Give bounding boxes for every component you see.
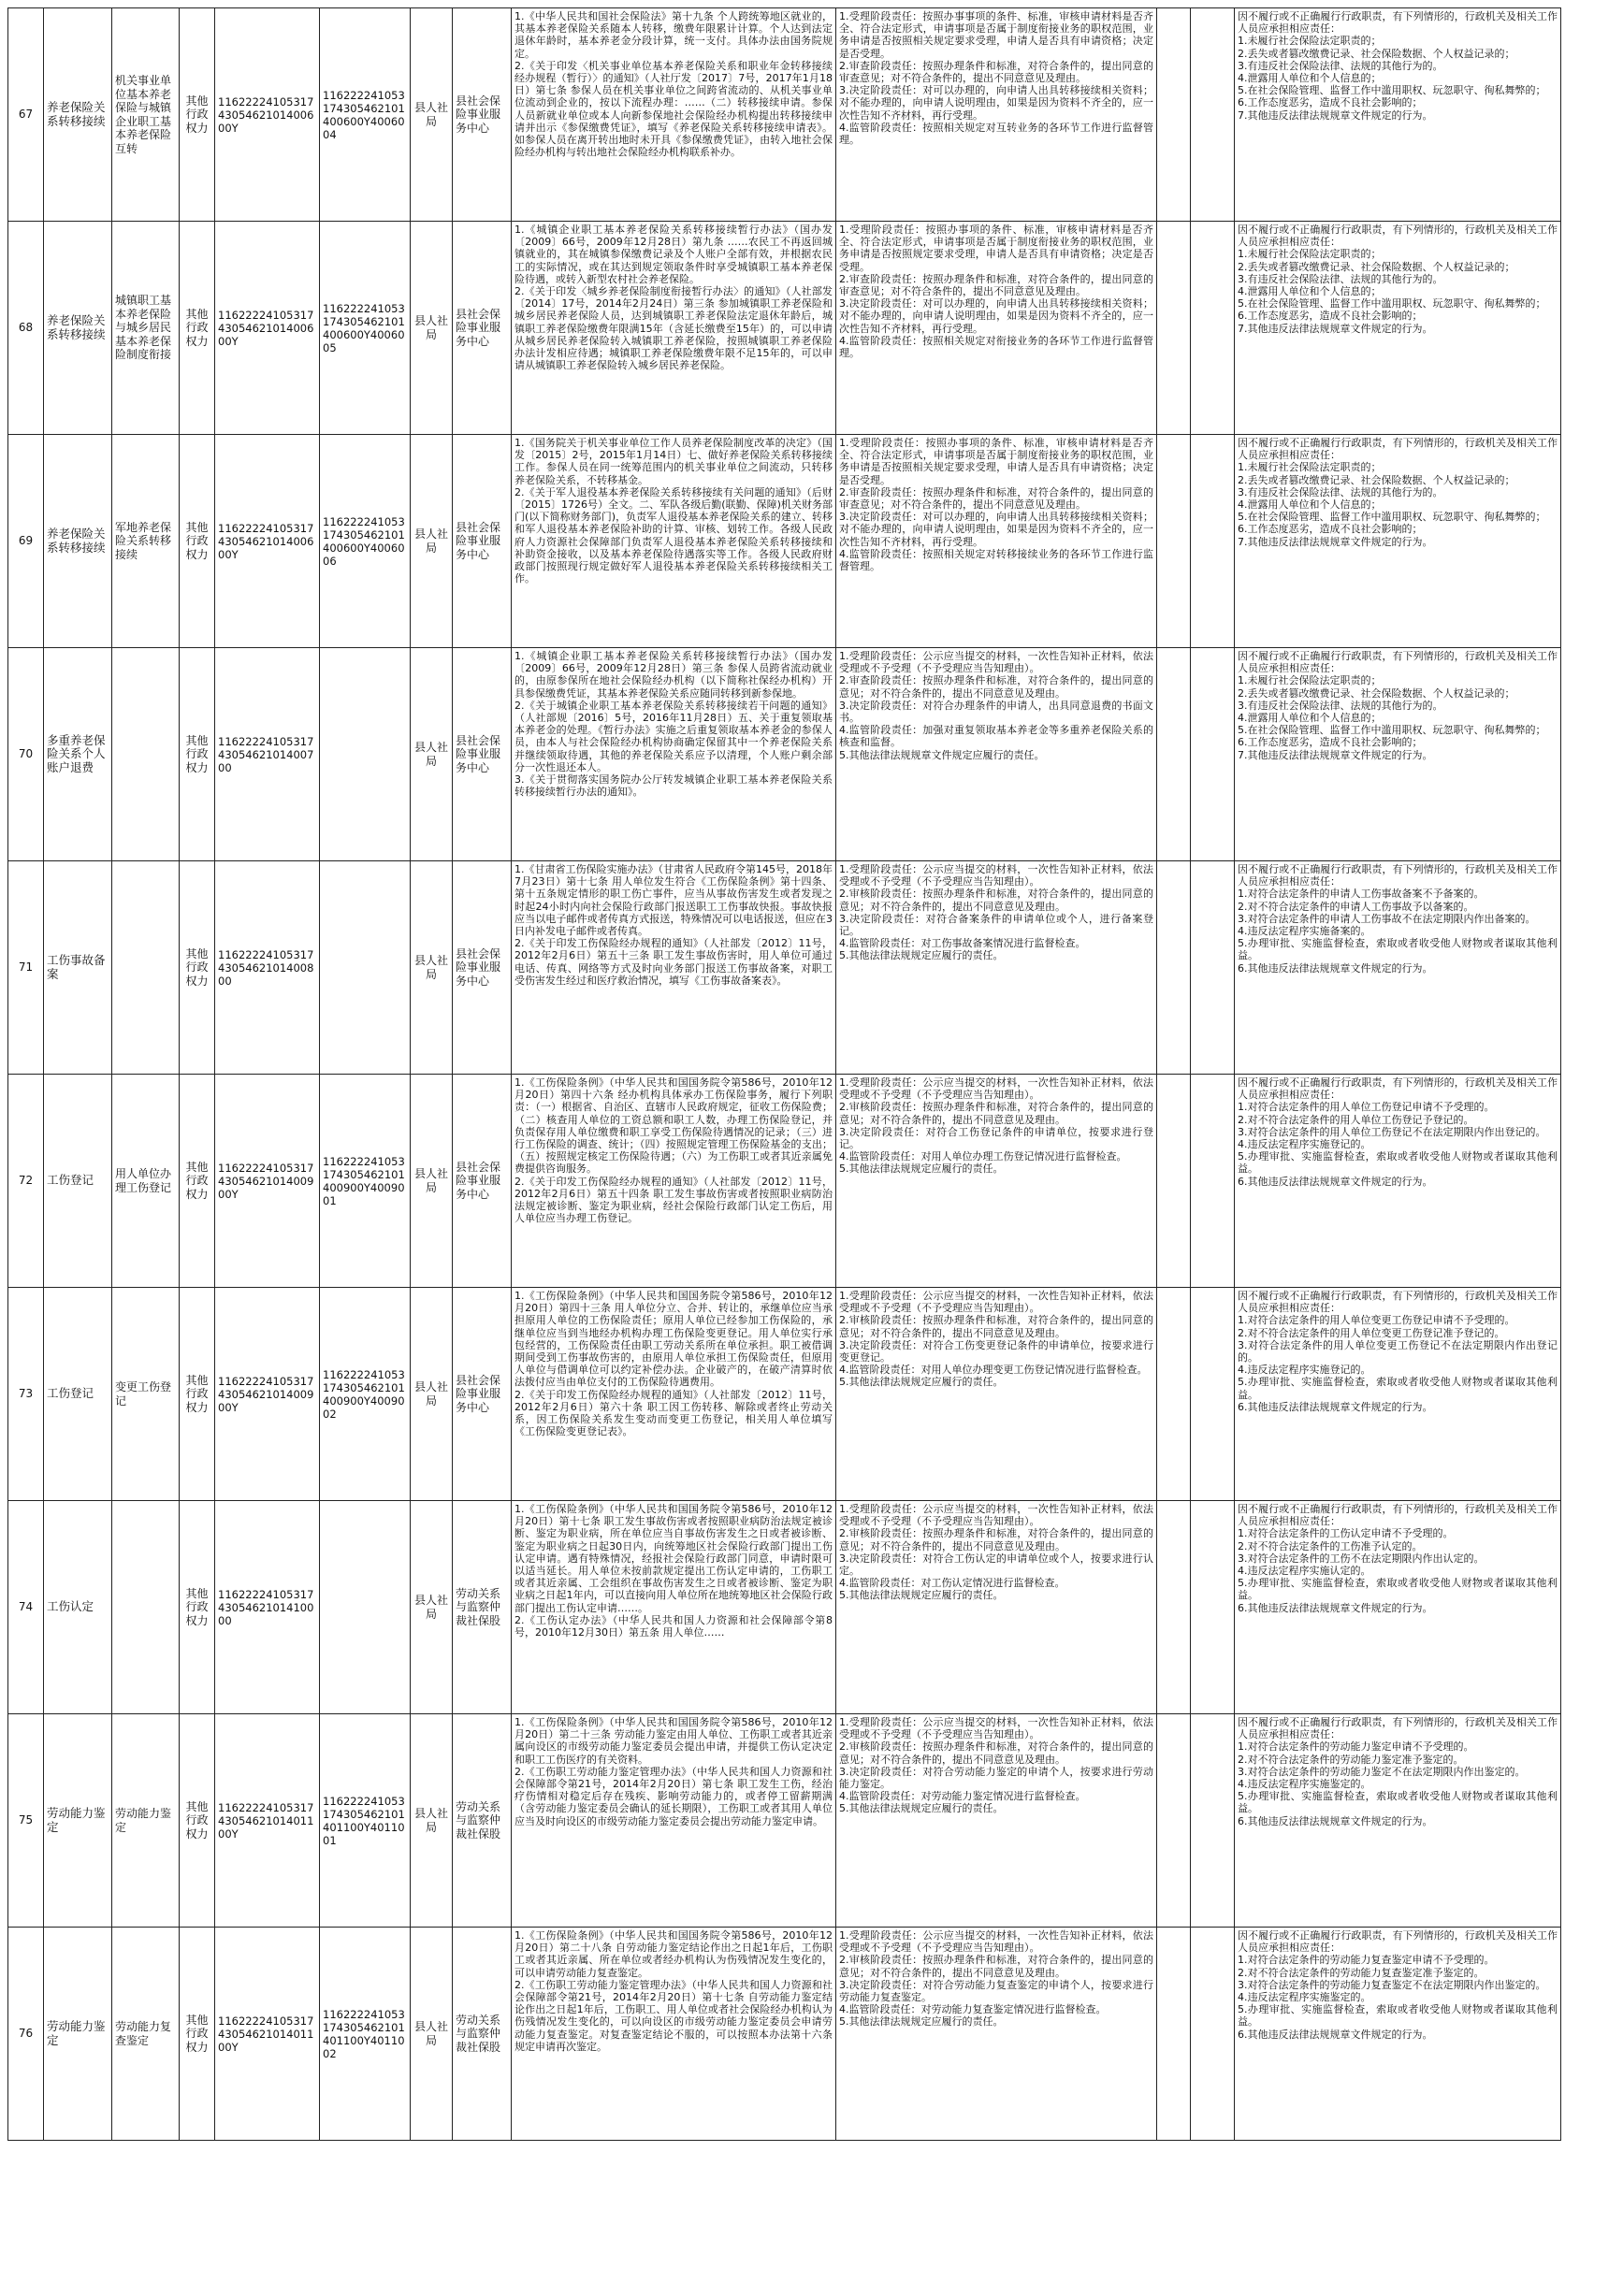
item-name-cell <box>44 1075 112 1288</box>
item-name: 工伤认定 <box>47 1600 94 1614</box>
blank-cell-cell <box>1191 435 1235 648</box>
item-code: 116222241053174305462101410000 <box>218 1587 314 1627</box>
implementing-unit: 劳动关系与监察仲裁社保股 <box>456 1799 501 1841</box>
accountability-items: 因不履行或不正确履行行政职责，有下列情形的，行政机关及相关工作人员应承担相应责任： 1.对符合法定条件的劳动能力复查鉴定申请不予受理的。 2.对不符合法定条件的劳动能力复查鉴定准予鉴定的。 3.对符合法定条件的劳动能力复查鉴定不在法定期限内作出鉴定的。 4.违反法定程序实施鉴定的。 5.办理审批、实施监督检查，索取或者收受他人财物或者谋取其他利益。 6.其他违反法律法规规章文件规定的行为。 <box>1238 1929 1558 2041</box>
implementing-unit-cell <box>453 1928 512 2141</box>
power-type-cell <box>180 435 215 648</box>
power-type: 其他行政权力 <box>185 520 209 561</box>
item-number: 67 <box>18 108 34 122</box>
sub-item-code-cell <box>320 1075 411 1288</box>
responsible-department: 县人社局 <box>413 741 448 768</box>
responsibility-items-cell <box>836 222 1157 435</box>
implementing-unit: 县社会保险事业服务中心 <box>456 733 501 774</box>
sub-item-code: 116222241053174305462101401100Y4011001 <box>323 1794 405 1847</box>
implementing-unit-cell <box>453 222 512 435</box>
legal-basis: 1.《工伤保险条例》（中华人民共和国国务院令第586号，2010年12月20日）第二十三条 劳动能力鉴定由用人单位、工伤职工或者其近亲属向设区的市级劳动能力鉴定委员会提出申请，并提供工伤认定决定和职工工伤医疗的有关资料。 2.《工伤职工劳动能力鉴定管理办法》（中华人民共和国人力资源和社会保障部令第21号，2014年2月20日）第七条 职工发生工伤，经治疗伤情相对稳定后存在残疾、影响劳动能力的，或者停工留薪期满（含劳动能力鉴定委员会确认的延长期限），工伤职工或者其用人单位应当及时向设区的市级劳动能力鉴定委员会提出劳动能力鉴定申请。 <box>514 1716 833 1827</box>
implementing-unit: 劳动关系与监察仲裁社保股 <box>456 2013 501 2054</box>
legal-basis-cell <box>512 1075 836 1288</box>
table-row <box>8 648 1561 861</box>
table-row <box>8 1928 1561 2141</box>
power-type-cell <box>180 1288 215 1501</box>
item-number: 73 <box>18 1387 34 1401</box>
power-type: 其他行政权力 <box>185 307 209 348</box>
table-body <box>8 8 1561 2141</box>
legal-basis-cell <box>512 1288 836 1501</box>
item-name-cell <box>44 1928 112 2141</box>
accountability-items: 因不履行或不正确履行行政职责，有下列情形的，行政机关及相关工作人员应承担相应责任： 1.对符合法定条件的用人单位变更工伤登记申请不予受理的。 2.对不符合法定条件的用人单位变更工伤登记准予登记的。 3.对符合法定条件的用人单位变更工伤登记不在法定期限内作出登记的。 4.违反法定程序实施登记的。 5.办理审批、实施监督检查，索取或者收受他人财物或者谋取其他利益。 6.其他违反法律法规规章文件规定的行为。 <box>1238 1290 1558 1413</box>
accountability-items-cell <box>1235 1928 1561 2141</box>
power-type: 其他行政权力 <box>185 2013 209 2054</box>
power-type-cell <box>180 1501 215 1714</box>
blank-cell-cell <box>1191 222 1235 435</box>
power-list-sheet <box>7 7 1560 2141</box>
implementing-unit-cell <box>453 1075 512 1288</box>
responsible-department: 县人社局 <box>413 1380 448 1408</box>
item-code-cell <box>215 222 320 435</box>
legal-basis: 1.《国务院关于机关事业单位工作人员养老保险制度改革的决定》（国发〔2015〕2号，2015年1月14日）七、做好养老保险关系转移接续工作。参保人员在同一统筹范围内的机关事业单位之间流动，只转移养老保险关系，不转移基金。 2.《关于军人退役基本养老保险关系转移接续有关问题的通知》（后财〔2015〕1726号）全文。二、军队各级后勤(联勤、保障)机关财务部门(以下简称财务部门)，负责军人退役基本养老保险关系的建立、转移和军人退役基本养老保险补助的计算、审核、划转工作。各级人民政府人力资源社会保障部门负责军人退役基本养老保险关系转移接续和补助资金接收，以及基本养老保险待遇落实等工作。各级人民政府财政部门按照现行规定做好军人退役基本养老保险关系转移接续相关工作。 <box>514 437 833 585</box>
implementing-unit-cell <box>453 1714 512 1928</box>
accountability-items-cell <box>1235 1714 1561 1928</box>
blank-cell-cell <box>1191 8 1235 222</box>
accountability-items-cell <box>1235 1075 1561 1288</box>
item-code: 116222241053174305462101400900Y <box>218 1374 314 1414</box>
item-code: 116222241053174305462101401100Y <box>218 2014 314 2054</box>
item-code-cell <box>215 1501 320 1714</box>
item-name: 工伤登记 <box>47 1387 94 1401</box>
responsibility-items-cell <box>836 8 1157 222</box>
responsible-department: 县人社局 <box>413 1167 448 1194</box>
implementing-unit-cell <box>453 1288 512 1501</box>
sub-item-code-cell <box>320 861 411 1075</box>
implementing-unit: 县社会保险事业服务中心 <box>456 1373 501 1414</box>
sub-item-name: 劳动能力鉴定 <box>115 1807 172 1834</box>
legal-basis: 1.《城镇企业职工基本养老保险关系转移接续暂行办法》（国办发〔2009〕66号，2009年12月28日）第九条 ……农民工不再返回城镇就业的，其在城镇参保缴费记录及个人账户全部有效，并根据农民工的实际情况，或在其达到规定领取条件时享受城镇职工基本养老保险待遇，或转入新型农村社会养老保险。 2.《关于印发〈城乡养老保险制度衔接暂行办法〉的通知》（人社部发〔2014〕17号，2014年2月24日）第三条 参加城镇职工养老保险和城乡居民养老保险人员，达到城镇职工养老保险法定退休年龄后，城镇职工养老保险缴费年限满15年（含延长缴费至15年）的，可以申请从城乡居民养老保险转入城镇职工养老保险，按照城镇职工养老保险办法计发相应待遇；城镇职工养老保险缴费年限不足15年的，可以申请从城镇职工养老保险转入城乡居民养老保险。 <box>514 224 833 372</box>
responsible-department-cell <box>411 435 453 648</box>
responsible-department: 县人社局 <box>413 1807 448 1834</box>
accountability-items: 因不履行或不正确履行行政职责，有下列情形的，行政机关及相关工作人员应承担相应责任： 1.未履行社会保险法定职责的； 2.丢失或者篡改缴费记录、社会保险数据、个人权益记录的； 3.有违反社会保险法律、法规的其他行为的。 4.泄露用人单位和个人信息的； 5.在社会保险管理、监督工作中滥用职权、玩忽职守、徇私舞弊的； 6.工作态度恶劣，造成不良社会影响的； 7.其他违反法律法规规章文件规定的行为。 <box>1238 224 1558 335</box>
sub-item-name-cell <box>112 1714 180 1928</box>
responsible-department: 县人社局 <box>413 314 448 341</box>
item-number: 75 <box>18 1813 34 1827</box>
item-name-cell <box>44 861 112 1075</box>
accountability-items: 因不履行或不正确履行行政职责，有下列情形的，行政机关及相关工作人员应承担相应责任： 1.未履行社会保险法定职责的； 2.丢失或者篡改缴费记录、社会保险数据、个人权益记录的； 3.有违反社会保险法律、法规的其他行为的。 4.泄露用人单位和个人信息的； 5.在社会保险管理、监督工作中滥用职权、玩忽职守、徇私舞弊的； 6.工作态度恶劣，造成不良社会影响的； 7.其他违反法律法规规章文件规定的行为。 <box>1238 650 1558 761</box>
power-type: 其他行政权力 <box>185 946 209 988</box>
sub-item-code-cell <box>320 222 411 435</box>
legal-basis: 1.《工伤保险条例》（中华人民共和国国务院令第586号，2010年12月20日）第二十八条 自劳动能力鉴定结论作出之日起1年后，工伤职工或者其近亲属、所在单位或者经办机构认为伤残情况发生变化的，可以申请劳动能力复查鉴定。 2.《工伤职工劳动能力鉴定管理办法》（中华人民共和国人力资源和社会保障部令第21号，2014年2月20日）第十七条 自劳动能力鉴定结论作出之日起1年后，工伤职工、用人单位或者社会保险经办机构认为伤残情况发生变化的，可以向设区的市级劳动能力鉴定委员会申请劳动能力复查鉴定。对复查鉴定结论不服的，可以按照本办法第十六条规定申请再次鉴定。 <box>514 1929 833 2053</box>
legal-basis-cell <box>512 8 836 222</box>
table-row <box>8 1288 1561 1501</box>
item-name-cell <box>44 222 112 435</box>
sub-item-name-cell <box>112 1288 180 1501</box>
sub-item-code: 116222241053174305462101401100Y4011002 <box>323 2007 405 2060</box>
implementing-unit-cell <box>453 861 512 1075</box>
item-number-cell <box>8 1928 44 2141</box>
accountability-items: 因不履行或不正确履行行政职责，有下列情形的，行政机关及相关工作人员应承担相应责任： 1.未履行社会保险法定职责的； 2.丢失或者篡改缴费记录、社会保险数据、个人权益记录的； 3.有违反社会保险法律、法规的其他行为的。 4.泄露用人单位和个人信息的； 5.在社会保险管理、监督工作中滥用职权、玩忽职守、徇私舞弊的； 6.工作态度恶劣，造成不良社会影响的； 7.其他违反法律法规规章文件规定的行为。 <box>1238 437 1558 548</box>
item-code: 116222241053174305462101400900Y <box>218 1161 314 1201</box>
sub-item-code: 116222241053174305462101400600Y4006004 <box>323 88 405 141</box>
sub-item-name-cell <box>112 1501 180 1714</box>
responsibility-items-cell <box>836 1928 1157 2141</box>
responsibility-items: 1.受理阶段责任：公示应当提交的材料，一次性告知补正材料，依法受理或不予受理（不予受理应当告知理由）。 2.审核阶段责任：按照办理条件和标准，对符合条件的，提出同意的意见；对不符合条件的，提出不同意意见及理由。 3.决定阶段责任：对符合备案条件的申请单位或个人，进行备案登记。 4.监管阶段责任：对工伤事故备案情况进行监督检查。 5.其他法律法规规定应履行的责任。 <box>839 863 1153 962</box>
responsibility-items: 1.受理阶段责任：按照办事项的条件、标准，审核申请材料是否齐全、符合法定形式，申请事项是否属于制度衔接业务的职权范围，业务申请是否按照相关规定要求受理，申请人是否具有申请资格；决定是否受理。 2.审查阶段责任：按照办理条件和标准，对符合条件的，提出同意的审查意见；对不符合条件的，提出不同意意见及理由。 3.决定阶段责任：对可以办理的，向申请人出具转移接续相关资料；对不能办理的，向申请人说明理由，如果是因为资料不齐全的，应一次性告知不齐材料，再行受理。 4.监管阶段责任：按照相关规定对转移接续业务的各环节工作进行监督管理。 <box>839 437 1153 573</box>
blank-cell-cell <box>1191 1075 1235 1288</box>
sub-item-name-cell <box>112 1928 180 2141</box>
legal-basis-cell <box>512 222 836 435</box>
implementing-unit: 劳动关系与监察仲裁社保股 <box>456 1586 501 1627</box>
responsible-department-cell <box>411 8 453 222</box>
table-row <box>8 861 1561 1075</box>
item-code-cell <box>215 1288 320 1501</box>
responsible-department-cell <box>411 1714 453 1928</box>
legal-basis: 1.《甘肃省工伤保险实施办法》（甘肃省人民政府令第145号，2018年7月23日）第十七条 用人单位发生符合《工伤保险条例》第十四条、第十五条规定情形的职工伤亡事件，应当从事故伤害发生或者发现之时起24小时内向社会保险行政部门报送职工工伤事故快报。事故快报应当以电子邮件或者传真方式报送，特殊情况可以电话报送，但应在3日内补发电子邮件或者传真。 2.《关于印发工伤保险经办规程的通知》（人社部发〔2012〕11号，2012年2月6日）第五十三条 职工发生事故伤害时，用人单位可通过电话、传真、网络等方式及时向业务部门报送工伤事故备案，对职工受伤害发生经过和医疗救治情况，填写《工伤事故备案表》。 <box>514 863 833 987</box>
implementing-unit: 县社会保险事业服务中心 <box>456 1160 501 1201</box>
item-name-cell <box>44 1714 112 1928</box>
item-number: 70 <box>18 747 34 761</box>
responsible-department: 县人社局 <box>413 527 448 555</box>
legal-basis: 1.《工伤保险条例》（中华人民共和国国务院令第586号，2010年12月20日）第十七条 职工发生事故伤害或者按照职业病防治法规定被诊断、鉴定为职业病，所在单位应当自事故伤害发生之日或者被诊断、鉴定为职业病之日起30日内，向统筹地区社会保险行政部门提出工伤认定申请。遇有特殊情况，经报社会保险行政部门同意，申请时限可以适当延长。用人单位未按前款规定提出工伤认定申请的，工伤职工或者其近亲属、工会组织在事故伤害发生之日或者被诊断、鉴定为职业病之日起1年内，可以直接向用人单位所在地统筹地区社会保险行政部门提出工伤认定申请……。 2.《工伤认定办法》（中华人民共和国人力资源和社会保障部令第8号，2010年12月30日）第五条 用人单位…… <box>514 1503 833 1639</box>
responsibility-items: 1.受理阶段责任：公示应当提交的材料，一次性告知补正材料，依法受理或不予受理（不予受理应当告知理由）。 2.审核阶段责任：按照办理条件和标准，对符合条件的，提出同意的意见；对不符合条件的，提出不同意意见及理由。 3.决定阶段责任：对符合工伤登记条件的申请单位，按要求进行登记。 4.监管阶段责任：对用人单位办理工伤登记情况进行监督检查。 5.其他法律法规规定应履行的责任。 <box>839 1076 1153 1176</box>
responsibility-items: 1.受理阶段责任：公示应当提交的材料，一次性告知补正材料，依法受理或不予受理（不予受理应当告知理由）。 2.审核阶段责任：按照办理条件和标准，对符合条件的，提出同意的意见；对不符合条件的，提出不同意意见及理由。 3.决定阶段责任：对符合工伤认定的申请单位或个人，按要求进行认定。 4.监管阶段责任：对工伤认定情况进行监督检查。 5.其他法律法规规定应履行的责任。 <box>839 1503 1153 1602</box>
item-number-cell <box>8 8 44 222</box>
responsibility-items-cell <box>836 435 1157 648</box>
item-code: 116222241053174305462101401100Y <box>218 1800 314 1841</box>
table-row <box>8 222 1561 435</box>
responsibility-items-cell <box>836 1288 1157 1501</box>
item-code: 116222241053174305462101400700 <box>218 734 314 774</box>
legal-basis: 1.《工伤保险条例》（中华人民共和国国务院令第586号，2010年12月20日）第四十六条 经办机构具体承办工伤保险事务，履行下列职责：（一）根据省、自治区、直辖市人民政府规定，征收工伤保险费；（二）核查用人单位的工资总额和职工人数，办理工伤保险登记，并负责保存用人单位缴费和职工享受工伤保险待遇情况的记录；（三）进行工伤保险的调查、统计；（四）按照规定管理工伤保险基金的支出；（五）按照规定核定工伤保险待遇；（六）为工伤职工或者其近亲属免费提供咨询服务。 2.《关于印发工伤保险经办规程的通知》（人社部发〔2012〕11号，2012年2月6日）第五十四条 职工发生事故伤害或者按照职业病防治法规定被诊断、鉴定为职业病，经社会保险行政部门认定工伤后，用人单位应当办理工伤登记。 <box>514 1076 833 1225</box>
blank-cell-cell <box>1191 1714 1235 1928</box>
responsible-department-cell <box>411 648 453 861</box>
responsibility-items: 1.受理阶段责任：按照办事项的条件、标准，审核申请材料是否齐全、符合法定形式，申请事项是否属于制度衔接业务的职权范围，业务申请是否按照规定要求受理，申请人是否具有申请资格；决定是否受理。 2.审查阶段责任：按照办理条件和标准，对符合条件的，提出同意的审查意见；对不符合条件的，提出不同意意见及理由。 3.决定阶段责任：对可以办理的，向申请人出具转移接续相关资料；对不能办理的，向申请人说明理由，如果是因为资料不齐全的，应一次性告知不齐材料，再行受理。 4.监管阶段责任：按照相关规定对衔接业务的各环节工作进行监督管理。 <box>839 224 1153 360</box>
responsible-department-cell <box>411 1288 453 1501</box>
sub-item-name-cell <box>112 1075 180 1288</box>
sub-item-code: 116222241053174305462101400600Y4006005 <box>323 301 405 354</box>
implementing-unit-cell <box>453 648 512 861</box>
power-type-cell <box>180 1075 215 1288</box>
blank-cell-cell <box>1157 861 1191 1075</box>
blank-cell-cell <box>1191 1501 1235 1714</box>
implementing-unit: 县社会保险事业服务中心 <box>456 946 501 988</box>
table-row <box>8 1075 1561 1288</box>
responsibility-items-cell <box>836 1075 1157 1288</box>
item-name-cell <box>44 8 112 222</box>
item-code: 116222241053174305462101400600Y <box>218 521 314 561</box>
accountability-items: 因不履行或不正确履行行政职责，有下列情形的，行政机关及相关工作人员应承担相应责任： 1.未履行社会保险法定职责的； 2.丢失或者篡改缴费记录、社会保险数据、个人权益记录的； 3.有违反社会保险法律、法规的其他行为的。 4.泄露用人单位和个人信息的； 5.在社会保险管理、监督工作中滥用职权、玩忽职守、徇私舞弊的； 6.工作态度恶劣，造成不良社会影响的； 7.其他违反法律法规规章文件规定的行为。 <box>1238 10 1558 122</box>
power-type: 其他行政权力 <box>185 1373 209 1414</box>
responsible-department: 县人社局 <box>413 954 448 981</box>
responsible-department-cell <box>411 1075 453 1288</box>
item-number-cell <box>8 435 44 648</box>
implementing-unit: 县社会保险事业服务中心 <box>456 307 501 348</box>
item-number: 76 <box>18 2027 34 2041</box>
legal-basis-cell <box>512 861 836 1075</box>
item-number: 72 <box>18 1174 34 1188</box>
item-number-cell <box>8 1075 44 1288</box>
sub-item-name-cell <box>112 222 180 435</box>
responsible-department-cell <box>411 861 453 1075</box>
implementing-unit-cell <box>453 435 512 648</box>
power-type: 其他行政权力 <box>185 1586 209 1627</box>
item-number: 68 <box>18 321 34 335</box>
item-code: 116222241053174305462101400600Y <box>218 308 314 348</box>
item-code-cell <box>215 1928 320 2141</box>
item-name-cell <box>44 648 112 861</box>
sub-item-name: 军地养老保险关系转移接续 <box>115 520 172 561</box>
responsible-department: 县人社局 <box>413 2020 448 2047</box>
legal-basis: 1.《中华人民共和国社会保险法》第十九条 个人跨统筹地区就业的，其基本养老保险关系随本人转移，缴费年限累计计算。个人达到法定退休年龄时，基本养老金分段计算，统一支付。具体办法由国务院规定。 2.《关于印发〈机关事业单位基本养老保险关系和职业年金转移接续经办规程（暂行）〉的通知》（人社厅发〔2017〕7号，2017年1月18日）第七条 参保人员在机关事业单位之间跨省流动的、从机关事业单位流动到企业的，按以下流程办理：……（二）转移接续申请。参保人员新就业单位或本人向新参保地社会保险经办机构提出转移接续申请并出示《参保缴费凭证》，填写《养老保险关系转移接续申请表》。如参保人员在离开转出地时未开具《参保缴费凭证》，由转入地社会保险经办机构与转出地社会保险经办机构联系补办。 <box>514 10 833 159</box>
sub-item-name: 城镇职工基本养老保险与城乡居民基本养老保险制度衔接 <box>115 294 172 362</box>
blank-cell-cell <box>1157 1075 1191 1288</box>
power-type-cell <box>180 861 215 1075</box>
sub-item-name: 机关事业单位基本养老保险与城镇企业职工基本养老保险互转 <box>115 74 172 155</box>
item-name: 养老保险关系转移接续 <box>47 527 106 555</box>
blank-cell-cell <box>1191 1288 1235 1501</box>
table-row <box>8 435 1561 648</box>
item-number: 74 <box>18 1600 34 1614</box>
sub-item-name-cell <box>112 648 180 861</box>
item-code: 116222241053174305462101400600Y <box>218 94 314 135</box>
legal-basis-cell <box>512 1714 836 1928</box>
accountability-items: 因不履行或不正确履行行政职责，有下列情形的，行政机关及相关工作人员应承担相应责任： 1.对符合法定条件的用人单位工伤登记申请不予受理的。 2.对不符合法定条件的用人单位工伤登记予登记的。 3.对符合法定条件的用人单位工伤登记不在法定期限内作出登记的。 4.违反法定程序实施登记的。 5.办理审批、实施监督检查，索取或者收受他人财物或者谋取其他利益。 6.其他违反法律法规规章文件规定的行为。 <box>1238 1076 1558 1188</box>
item-name: 养老保险关系转移接续 <box>47 101 106 128</box>
accountability-items-cell <box>1235 1501 1561 1714</box>
blank-cell-cell <box>1157 435 1191 648</box>
responsible-department-cell <box>411 222 453 435</box>
accountability-items-cell <box>1235 648 1561 861</box>
item-number: 69 <box>18 534 34 548</box>
table-row <box>8 1501 1561 1714</box>
sub-item-code: 116222241053174305462101400900Y4009001 <box>323 1154 405 1207</box>
accountability-items: 因不履行或不正确履行行政职责，有下列情形的，行政机关及相关工作人员应承担相应责任： 1.对符合法定条件的申请人工伤事故备案不予备案的。 2.对不符合法定条件的申请人工伤事故予以备案的。 3.对符合法定条件的申请人工伤事故不在法定期限内作出备案的。 4.违反法定程序实施备案的。 5.办理审批、实施监督检查，索取或者收受他人财物或者谋取其他利益。 6.其他违反法律法规规章文件规定的行为。 <box>1238 863 1558 975</box>
sub-item-code-cell <box>320 1928 411 2141</box>
accountability-items-cell <box>1235 1288 1561 1501</box>
implementing-unit: 县社会保险事业服务中心 <box>456 94 501 135</box>
power-type-cell <box>180 648 215 861</box>
item-name: 养老保险关系转移接续 <box>47 314 106 341</box>
blank-cell-cell <box>1157 222 1191 435</box>
implementing-unit: 县社会保险事业服务中心 <box>456 520 501 561</box>
accountability-items-cell <box>1235 435 1561 648</box>
responsibility-items-cell <box>836 648 1157 861</box>
item-number-cell <box>8 1501 44 1714</box>
responsibility-items: 1.受理阶段责任：按照办事事项的条件、标准，审核申请材料是否齐全、符合法定形式，申请事项是否属于制度衔接业务的职权范围，业务申请是否按照相关规定要求受理，申请人是否具有申请资格；决定是否受理。 2.审查阶段责任：按照办理条件和标准，对符合条件的，提出同意的审查意见；对不符合条件的，提出不同意意见及理由。 3.决定阶段责任：对可以办理的，向申请人出具转移接续相关资料；对不能办理的，向申请人说明理由，如果是因为资料不齐全的，应一次性告知不齐材料，再行受理。 4.监管阶段责任：按照相关规定对互转业务的各环节工作进行监督管理。 <box>839 10 1153 147</box>
item-code-cell <box>215 861 320 1075</box>
item-number-cell <box>8 1714 44 1928</box>
implementing-unit-cell <box>453 8 512 222</box>
sub-item-code: 116222241053174305462101400600Y4006006 <box>323 514 405 568</box>
power-list-table <box>7 7 1561 2141</box>
responsibility-items: 1.受理阶段责任：公示应当提交的材料，一次性告知补正材料，依法受理或不予受理（不予受理应当告知理由）。 2.审核阶段责任：按照办理条件和标准，对符合条件的，提出同意的意见；对不符合条件的，提出不同意意见及理由。 3.决定阶段责任：对符合劳动能力复查鉴定的申请个人，按要求进行劳动能力复查鉴定。 4.监管阶段责任：对劳动能力复查鉴定情况进行监督检查。 5.其他法律法规规定应履行的责任。 <box>839 1929 1153 2029</box>
item-name-cell <box>44 1288 112 1501</box>
responsibility-items: 1.受理阶段责任：公示应当提交的材料，一次性告知补正材料，依法受理或不予受理（不予受理应当告知理由）。 2.审核阶段责任：按照办理条件和标准，对符合条件的，提出同意的意见；对不符合条件的，提出不同意意见及理由。 3.决定阶段责任：对符合工伤变更登记条件的申请单位，按要求进行变更登记。 4.监管阶段责任：对用人单位办理变更工伤登记情况进行监督检查。 5.其他法律法规规定应履行的责任。 <box>839 1290 1153 1389</box>
sub-item-code-cell <box>320 1501 411 1714</box>
responsibility-items: 1.受理阶段责任：公示应当提交的材料，一次性告知补正材料，依法受理或不予受理（不予受理应当告知理由）。 2.审核阶段责任：按照办理条件和标准，对符合条件的，提出同意的意见；对不符合条件的，提出不同意意见及理由。 3.决定阶段责任：对符合劳动能力鉴定的申请个人，按要求进行劳动能力鉴定。 4.监管阶段责任：对劳动能力鉴定情况进行监督检查。 5.其他法律法规规定应履行的责任。 <box>839 1716 1153 1815</box>
item-number: 71 <box>18 960 34 975</box>
sub-item-name: 劳动能力复查鉴定 <box>115 2020 172 2047</box>
item-name-cell <box>44 435 112 648</box>
sub-item-code-cell <box>320 435 411 648</box>
legal-basis-cell <box>512 648 836 861</box>
sub-item-code: 116222241053174305462101400900Y4009002 <box>323 1367 405 1421</box>
blank-cell-cell <box>1157 1501 1191 1714</box>
power-type-cell <box>180 8 215 222</box>
blank-cell-cell <box>1191 648 1235 861</box>
item-name: 工伤事故备案 <box>47 954 106 981</box>
responsibility-items: 1.受理阶段责任：公示应当提交的材料，一次性告知补正材料，依法受理或不予受理（不予受理应当告知理由）。 2.审查阶段责任：按照办理条件和标准，对符合条件的，提出同意的意见；对不符合条件的，提出不同意意见及理由。 3.决定阶段责任：对符合办理条件的申请人，出具同意退费的书面文书。 4.监管阶段责任：加强对重复领取基本养老金等多重养老保险关系的核查和监督。 5.其他法律法规规章文件规定应履行的责任。 <box>839 650 1153 761</box>
legal-basis-cell <box>512 1501 836 1714</box>
power-type-cell <box>180 1714 215 1928</box>
implementing-unit-cell <box>453 1501 512 1714</box>
item-name: 工伤登记 <box>47 1174 94 1188</box>
responsible-department: 县人社局 <box>413 1594 448 1621</box>
blank-cell-cell <box>1157 1714 1191 1928</box>
blank-cell-cell <box>1157 8 1191 222</box>
legal-basis-cell <box>512 435 836 648</box>
item-name-cell <box>44 1501 112 1714</box>
blank-cell-cell <box>1157 1288 1191 1501</box>
power-type-cell <box>180 1928 215 2141</box>
blank-cell-cell <box>1191 1928 1235 2141</box>
sub-item-code-cell <box>320 1714 411 1928</box>
power-type-cell <box>180 222 215 435</box>
sub-item-name: 用人单位办理工伤登记 <box>115 1167 172 1194</box>
item-code-cell <box>215 8 320 222</box>
power-type: 其他行政权力 <box>185 1160 209 1201</box>
item-number-cell <box>8 1288 44 1501</box>
item-number-cell <box>8 648 44 861</box>
table-row <box>8 1714 1561 1928</box>
item-code-cell <box>215 648 320 861</box>
item-number-cell <box>8 861 44 1075</box>
accountability-items-cell <box>1235 861 1561 1075</box>
power-type: 其他行政权力 <box>185 94 209 135</box>
legal-basis: 1.《工伤保险条例》（中华人民共和国国务院令第586号，2010年12月20日）第四十三条 用人单位分立、合并、转让的，承继单位应当承担原用人单位的工伤保险责任；原用人单位已经参加工伤保险的，承继单位应当到当地经办机构办理工伤保险变更登记。用人单位实行承包经营的，工伤保险责任由职工劳动关系所在单位承担。职工被借调期间受到工伤事故伤害的，由原用人单位承担工伤保险责任，但原用人单位与借调单位可以约定补偿办法。企业破产的，在破产清算时依法拨付应当由单位支付的工伤保险待遇费用。 2.《关于印发工伤保险经办规程的通知》（人社部发〔2012〕11号，2012年2月6日）第六十条 职工因工伤转移、解除或者终止劳动关系，因工伤保险关系发生变动而变更工伤登记，相关用人单位填写《工伤保险变更登记表》。 <box>514 1290 833 1438</box>
accountability-items: 因不履行或不正确履行行政职责，有下列情形的，行政机关及相关工作人员应承担相应责任： 1.对符合法定条件的工伤认定申请不予受理的。 2.对不符合法定条件的工伤准予认定的。 3.对符合法定条件的工伤不在法定期限内作出认定的。 4.违反法定程序实施认定的。 5.办理审批、实施监督检查，索取或者收受他人财物或者谋取其他利益。 6.其他违反法律法规规章文件规定的行为。 <box>1238 1503 1558 1614</box>
item-name: 劳动能力鉴定 <box>47 2020 106 2047</box>
sub-item-name-cell <box>112 861 180 1075</box>
item-name: 劳动能力鉴定 <box>47 1807 106 1834</box>
blank-cell-cell <box>1157 1928 1191 2141</box>
sub-item-name-cell <box>112 435 180 648</box>
sub-item-code-cell <box>320 8 411 222</box>
sub-item-name-cell <box>112 8 180 222</box>
sub-item-code-cell <box>320 648 411 861</box>
item-code-cell <box>215 1714 320 1928</box>
accountability-items-cell <box>1235 8 1561 222</box>
item-code-cell <box>215 1075 320 1288</box>
blank-cell-cell <box>1191 861 1235 1075</box>
responsible-department-cell <box>411 1928 453 2141</box>
responsibility-items-cell <box>836 1501 1157 1714</box>
item-code: 116222241053174305462101400800 <box>218 947 314 988</box>
responsible-department-cell <box>411 1501 453 1714</box>
power-type: 其他行政权力 <box>185 733 209 774</box>
sub-item-name: 变更工伤登记 <box>115 1380 172 1408</box>
accountability-items-cell <box>1235 222 1561 435</box>
legal-basis: 1.《城镇企业职工基本养老保险关系转移接续暂行办法》（国办发〔2009〕66号，2009年12月28日）第三条 参保人员跨省流动就业的，由原参保所在地社会保险经办机构（以下简称社保经办机构）开具参保缴费凭证，其基本养老保险关系应随同转移到新参保地。 2.《关于城镇企业职工基本养老保险关系转移接续若干问题的通知》（人社部规〔2016〕5号，2016年11月28日）五、关于重复领取基本养老金的处理。《暂行办法》实施之后重复领取基本养老金的参保人员，由本人与社会保险经办机构协商确定保留其中一个养老保险关系并继续领取待遇，其他的养老保险关系应予以清理，个人账户剩余部分一次性退还本人。 3.《关于贯彻落实国务院办公厅转发城镇企业职工基本养老保险关系转移接续暂行办法的通知》。 <box>514 650 833 799</box>
item-number-cell <box>8 222 44 435</box>
legal-basis-cell <box>512 1928 836 2141</box>
item-name: 多重养老保险关系个人账户退费 <box>47 733 106 774</box>
responsible-department: 县人社局 <box>413 101 448 128</box>
accountability-items: 因不履行或不正确履行行政职责，有下列情形的，行政机关及相关工作人员应承担相应责任： 1.对符合法定条件的劳动能力鉴定申请不予受理的。 2.对不符合法定条件的劳动能力鉴定准予鉴定的。 3.对符合法定条件的劳动能力鉴定不在法定期限内作出鉴定的。 4.违反法定程序实施鉴定的。 5.办理审批、实施监督检查，索取或者收受他人财物或者谋取其他利益。 6.其他违反法律法规规章文件规定的行为。 <box>1238 1716 1558 1827</box>
power-type: 其他行政权力 <box>185 1799 209 1841</box>
responsibility-items-cell <box>836 1714 1157 1928</box>
responsibility-items-cell <box>836 861 1157 1075</box>
item-code-cell <box>215 435 320 648</box>
blank-cell-cell <box>1157 648 1191 861</box>
table-row <box>8 8 1561 222</box>
sub-item-code-cell <box>320 1288 411 1501</box>
